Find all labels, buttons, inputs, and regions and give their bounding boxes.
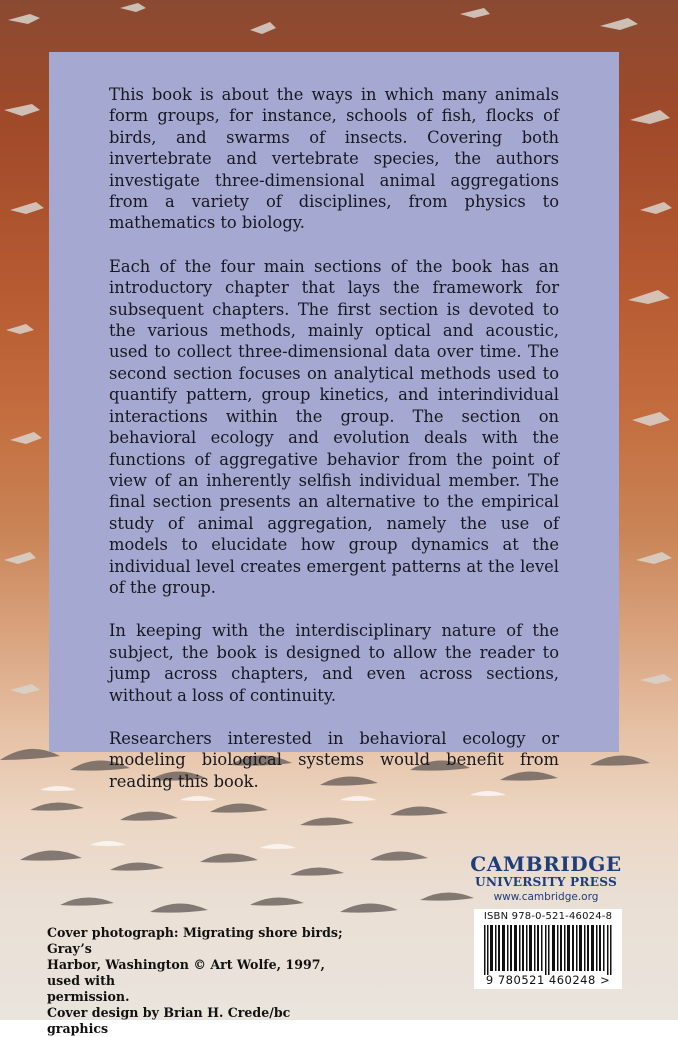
- description-paragraph-4: Researchers interested in behavioral ecology or modeling biological systems would benefit from reading this book.: [109, 728, 559, 791]
- photo-credit-line-2: Harbor, Washington © Art Wolfe, 1997, used with: [47, 957, 325, 988]
- publisher-subtitle: UNIVERSITY PRESS: [475, 875, 617, 889]
- photo-credit-line-3: permission.: [47, 989, 130, 1004]
- barcode-digits: 9 780521 460248 >: [485, 973, 611, 987]
- description-paragraph-2: Each of the four main sections of the book has an introductory chapter that lays the framework for subsequent chapters. The first section is devoted to the various methods, mainly optical and acoustic, used to collect three-dimensional data over time. The second section focuses on analytical methods used to quantify pattern, group kinetics, and interindividual interactions within the group. The section on behavioral ecology and evolution deals with the functions of aggregative behavior from the point of view of an inherently selfish individual member. The final section presents an alternative to the empirical study of animal aggregation, namely the use of models to elucidate how group dynamics at the individual level creates emergent patterns at the level of the group.: [109, 256, 559, 597]
- description-panel: [49, 52, 619, 791]
- isbn-label: ISBN 978-0-521-46024-8: [483, 911, 613, 922]
- publisher-name: CAMBRIDGE: [470, 852, 622, 876]
- cover-credits: [47, 925, 347, 1037]
- photo-credit-line-1: Cover photograph: Migrating shore birds; Gray’s: [47, 925, 343, 956]
- barcode: [474, 909, 622, 989]
- publisher-url: www.cambridge.org: [493, 891, 599, 903]
- design-credit: Cover design by Brian H. Crede/bc graphics: [47, 1005, 291, 1036]
- barcode-bars: [484, 925, 612, 975]
- publisher-logo: [466, 853, 626, 904]
- description-paragraph-3: In keeping with the interdisciplinary nature of the subject, the book is designed to allow the reader to jump across chapters, and even across sections, without a loss of continuity.: [109, 621, 559, 705]
- description-paragraph-1: This book is about the ways in which many animals form groups, for instance, schools of fish, flocks of birds, and swarms of insects. Covering both invertebrate and vertebrate species, the authors investigate three-dimensional animal aggregations from a variety of disciplines, from physics to mathematics to biology.: [109, 85, 559, 233]
